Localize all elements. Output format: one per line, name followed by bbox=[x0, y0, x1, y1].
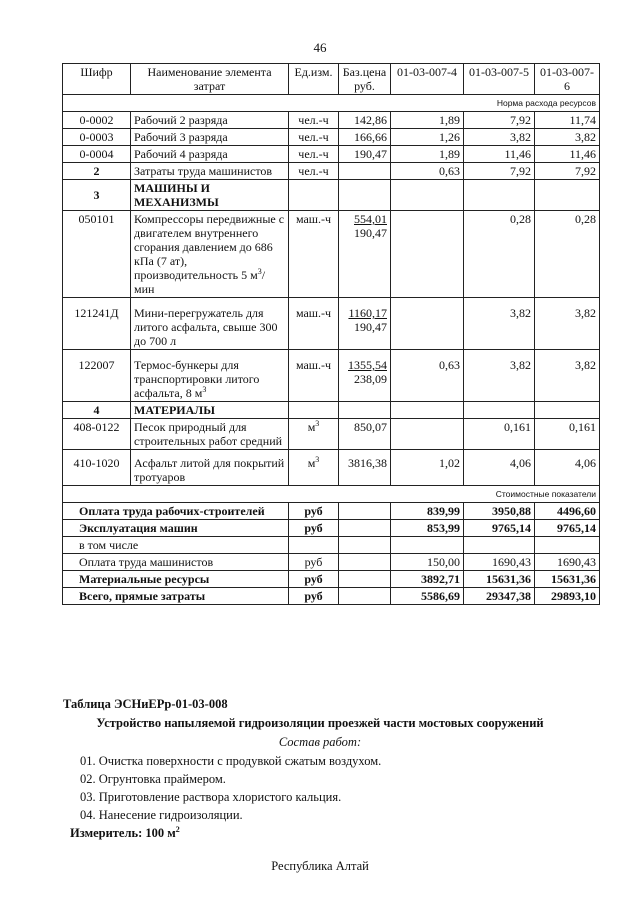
cell-v3: 3,82 bbox=[535, 350, 600, 402]
cell-v2: 11,46 bbox=[464, 146, 535, 163]
table-row bbox=[63, 419, 600, 450]
cell-v1: 1,89 bbox=[391, 146, 464, 163]
machines-header-row bbox=[63, 180, 600, 211]
cell-v1 bbox=[391, 211, 464, 298]
table-row bbox=[63, 112, 600, 129]
table-row bbox=[63, 129, 600, 146]
table-row-machinists bbox=[63, 163, 600, 180]
cell-name: Асфальт литой для покрытий тротуаров bbox=[131, 450, 289, 486]
header-col-1: 01-03-007-4 bbox=[391, 64, 464, 95]
cell-price: 1160,17 190,47 bbox=[339, 298, 391, 350]
table-description: Устройство напыляемой гидроизоляции проезжей части мостовых сооружений bbox=[96, 716, 544, 730]
section-cost-row bbox=[63, 486, 600, 503]
cell-v2: 0,28 bbox=[464, 211, 535, 298]
cell-v3: 11,46 bbox=[535, 146, 600, 163]
cell-v3: 3,82 bbox=[535, 129, 600, 146]
summary-row bbox=[63, 537, 600, 554]
cell-v3: 7,92 bbox=[535, 163, 600, 180]
summary-v1: 150,00 bbox=[391, 554, 464, 571]
cell-v2: 3,82 bbox=[464, 129, 535, 146]
summary-v1: 839,99 bbox=[391, 503, 464, 520]
cell-name: Компрессоры передвижные с двигателем внутреннего сгорания давлением до 686 кПа (7 ат), производительность 5 $м^3$/мин bbox=[131, 211, 289, 298]
cell-code: 0-0004 bbox=[63, 146, 131, 163]
cell-name: Термос-бункеры для транспортировки литого асфальта, 8 $м^3$ bbox=[131, 350, 289, 402]
cell-v3: 11,74 bbox=[535, 112, 600, 129]
summary-v3 bbox=[535, 537, 600, 554]
cell-unit: чел.-ч bbox=[289, 146, 339, 163]
cell-code: 050101 bbox=[63, 211, 131, 298]
cell-v1 bbox=[391, 298, 464, 350]
table-row bbox=[63, 350, 600, 402]
cell-v2: 3,82 bbox=[464, 298, 535, 350]
section-norm-row bbox=[63, 95, 600, 112]
summary-row bbox=[63, 554, 600, 571]
summary-v1: 5586,69 bbox=[391, 588, 464, 605]
cell-unit: $м^3$ bbox=[289, 450, 339, 486]
summary-unit: руб bbox=[289, 554, 339, 571]
summary-v2: 15631,36 bbox=[464, 571, 535, 588]
summary-v2 bbox=[464, 537, 535, 554]
summary-v3: 9765,14 bbox=[535, 520, 600, 537]
cell-name: Рабочий 3 разряда bbox=[131, 129, 289, 146]
summary-name: в том числе bbox=[63, 537, 289, 554]
cell-v2: 0,161 bbox=[464, 419, 535, 450]
summary-name: Оплата труда рабочих-строителей bbox=[63, 503, 289, 520]
cell-code: 0-0003 bbox=[63, 129, 131, 146]
table-row bbox=[63, 450, 600, 486]
header-row bbox=[63, 64, 600, 95]
cell-v3: 3,82 bbox=[535, 298, 600, 350]
summary-unit: руб bbox=[289, 571, 339, 588]
summary-v3: 29893,10 bbox=[535, 588, 600, 605]
cell-code: 121241Д bbox=[63, 298, 131, 350]
summary-row bbox=[63, 588, 600, 605]
section-norm-label: Норма расхода ресурсов bbox=[63, 95, 600, 112]
summary-unit: руб bbox=[289, 503, 339, 520]
summary-name: Всего, прямые затраты bbox=[63, 588, 289, 605]
cell-unit: чел.-ч bbox=[289, 112, 339, 129]
cell-price: 190,47 bbox=[339, 146, 391, 163]
measure-unit: Измеритель: 100 $м^2$ bbox=[70, 824, 180, 840]
cell-price: 142,86 bbox=[339, 112, 391, 129]
summary-name: Оплата труда машинистов bbox=[63, 554, 289, 571]
cell-price: 166,66 bbox=[339, 129, 391, 146]
section-title-machines: МАШИНЫ И МЕХАНИЗМЫ bbox=[131, 180, 289, 211]
header-code: Шифр bbox=[63, 64, 131, 95]
cell-v1: 0,63 bbox=[391, 163, 464, 180]
table-row bbox=[63, 146, 600, 163]
cell-unit: чел.-ч bbox=[289, 163, 339, 180]
cell-v2: 4,06 bbox=[464, 450, 535, 486]
section-cost-label: Стоимостные показатели bbox=[63, 486, 600, 503]
summary-name: Материальные ресурсы bbox=[63, 571, 289, 588]
cell-v3: 4,06 bbox=[535, 450, 600, 486]
cell-unit: $м^3$ bbox=[289, 419, 339, 450]
header-col-3: 01-03-007-6 bbox=[535, 64, 600, 95]
cell-name: Рабочий 2 разряда bbox=[131, 112, 289, 129]
cell-code: 4 bbox=[63, 402, 131, 419]
cell-price: 1355,54 238,09 bbox=[339, 350, 391, 402]
cell-unit: маш.-ч bbox=[289, 350, 339, 402]
cell-unit: маш.-ч bbox=[289, 298, 339, 350]
summary-row bbox=[63, 571, 600, 588]
cell-code: 0-0002 bbox=[63, 112, 131, 129]
cell-v3: 0,161 bbox=[535, 419, 600, 450]
cell-price: 850,07 bbox=[339, 419, 391, 450]
cell-v1: 1,26 bbox=[391, 129, 464, 146]
cell-price: 554,01 190,47 bbox=[339, 211, 391, 298]
cell-v1: 0,63 bbox=[391, 350, 464, 402]
work-step: 04. Нанесение гидроизоляции. bbox=[80, 808, 243, 822]
summary-unit bbox=[289, 537, 339, 554]
summary-name: Эксплуатация машин bbox=[63, 520, 289, 537]
resource-table bbox=[62, 63, 600, 605]
table-row bbox=[63, 211, 600, 298]
cell-price bbox=[339, 163, 391, 180]
summary-row bbox=[63, 520, 600, 537]
work-step: 03. Приготовление раствора хлористого кальция. bbox=[80, 790, 342, 804]
cell-v2: 7,92 bbox=[464, 163, 535, 180]
cell-v1: 1,89 bbox=[391, 112, 464, 129]
summary-v2: 29347,38 bbox=[464, 588, 535, 605]
cell-name: Песок природный для строительных работ средний bbox=[131, 419, 289, 450]
cell-name: Затраты труда машинистов bbox=[131, 163, 289, 180]
cell-v3: 0,28 bbox=[535, 211, 600, 298]
cell-name: Рабочий 4 разряда bbox=[131, 146, 289, 163]
cell-code: 3 bbox=[63, 180, 131, 211]
summary-v3: 15631,36 bbox=[535, 571, 600, 588]
cell-v2: 7,92 bbox=[464, 112, 535, 129]
header-col-2: 01-03-007-5 bbox=[464, 64, 535, 95]
work-step: 01. Очистка поверхности с продувкой сжатым воздухом. bbox=[80, 754, 382, 768]
table-title: Таблица ЭСНиЕРр-01-03-008 bbox=[63, 697, 228, 711]
summary-unit: руб bbox=[289, 520, 339, 537]
page-number: 46 bbox=[313, 40, 327, 55]
cell-v2: 3,82 bbox=[464, 350, 535, 402]
cell-unit: чел.-ч bbox=[289, 129, 339, 146]
footer-region: Республика Алтай bbox=[271, 859, 369, 873]
summary-row bbox=[63, 503, 600, 520]
cell-code: 122007 bbox=[63, 350, 131, 402]
cell-name: Мини-перегружатель для литого асфальта, свыше 300 до 700 л bbox=[131, 298, 289, 350]
cell-code: 408-0122 bbox=[63, 419, 131, 450]
section-title-materials: МАТЕРИАЛЫ bbox=[131, 402, 289, 419]
summary-v1: 3892,71 bbox=[391, 571, 464, 588]
cell-v1 bbox=[391, 419, 464, 450]
summary-v3: 4496,60 bbox=[535, 503, 600, 520]
summary-v3: 1690,43 bbox=[535, 554, 600, 571]
work-composition-heading: Состав работ: bbox=[278, 735, 362, 749]
cell-v1: 1,02 bbox=[391, 450, 464, 486]
table-row bbox=[63, 298, 600, 350]
cell-price: 3816,38 bbox=[339, 450, 391, 486]
work-step: 02. Огрунтовка праймером. bbox=[80, 772, 226, 786]
materials-header-row bbox=[63, 402, 600, 419]
summary-v2: 1690,43 bbox=[464, 554, 535, 571]
cell-unit: маш.-ч bbox=[289, 211, 339, 298]
header-unit: Ед.изм. bbox=[289, 64, 339, 95]
header-base-price: Баз.цена руб. bbox=[339, 64, 391, 95]
header-name: Наименование элемента затрат bbox=[131, 64, 289, 95]
summary-v2: 3950,88 bbox=[464, 503, 535, 520]
summary-v1: 853,99 bbox=[391, 520, 464, 537]
summary-unit: руб bbox=[289, 588, 339, 605]
summary-v2: 9765,14 bbox=[464, 520, 535, 537]
cell-code: 2 bbox=[63, 163, 131, 180]
cell-code: 410-1020 bbox=[63, 450, 131, 486]
summary-v1 bbox=[391, 537, 464, 554]
